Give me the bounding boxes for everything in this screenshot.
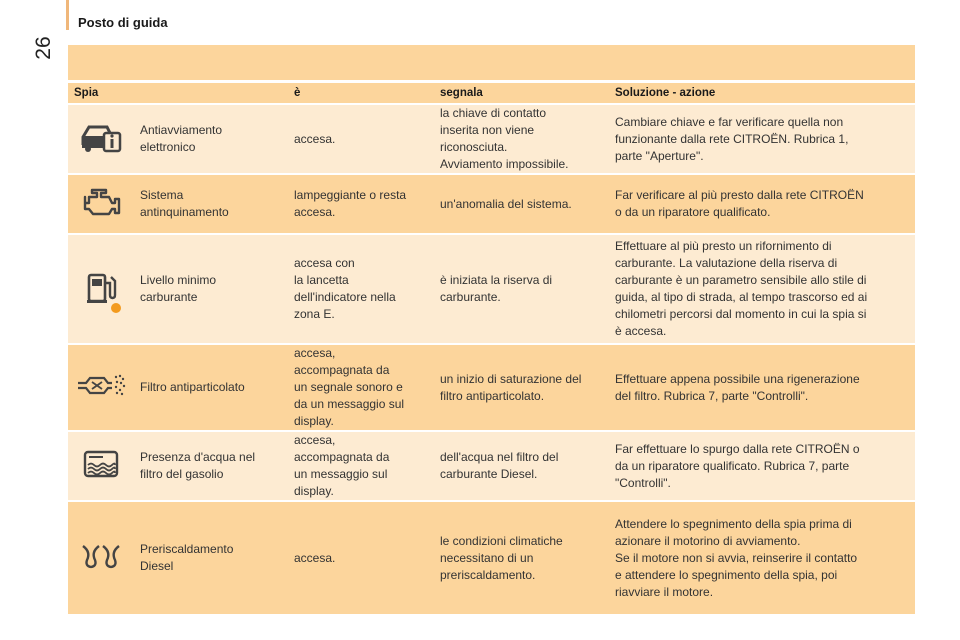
table-row: Preriscaldamento Diesel accesa. le condizioni climatiche necessitano di un preriscaldamento. Attendere lo spegnimento della spia prima di azionare il motorino di avviamento. Se il motore non si avvia, reinserire il contatto e attendere lo spegnimento della spia, poi riavviare il motore. [68, 502, 915, 614]
glow-plug-icon [79, 542, 123, 575]
header-solution: Soluzione - azione [609, 83, 915, 103]
immobilizer-key-icon [79, 119, 123, 160]
water-in-diesel-icon [81, 448, 121, 485]
warning-lights-table [68, 81, 915, 616]
table-row: Sistema antinquinamento lampeggiante o resta accesa. un'anomalia del sistema. Far verificare al più presto dalla rete CITROËN o da un riparatore qualificato. [68, 175, 915, 233]
fuel-reserve-dot [111, 303, 121, 313]
table-row: Presenza d'acqua nel filtro del gasolio accesa, accompagnata da un messaggio sul display. dell'acqua nel filtro del carburante Diesel. Far effettuare lo spurgo dalla rete CITROËN o da un riparatore qualificato. Rubrica 7, parte "Controlli". [68, 432, 915, 500]
table-row: Antiavviamento elettronico accesa. la chiave di contatto inserita non viene riconosciuta. Avviamento impossibile. Cambiare chiave e far verificare quella non funzionante dalla rete CITROËN. Rubrica 1, parte "Aperture". [68, 105, 915, 173]
table-row: Filtro antiparticolato accesa, accompagnata da un segnale sonoro e da un messaggio sul display. un inizio di saturazione del filtro antiparticolato. Effettuare appena possibile una rigenerazione del filtro. Rubrica 7, parte "Controlli". [68, 345, 915, 430]
section-title: Posto di guida [78, 15, 168, 30]
header-signals: segnala [434, 83, 609, 103]
header-name [134, 83, 288, 103]
page-number: 26 [32, 36, 55, 60]
header-state: è [288, 83, 434, 103]
margin-rule [66, 0, 69, 30]
header-spia: Spia [68, 83, 134, 103]
particle-filter-icon [76, 371, 126, 404]
table-row: Livello minimo carburante accesa con la lancetta dell'indicatore nella zona E. è iniziata la riserva di carburante. Effettuare al più presto un rifornimento di carburante. La valutazione della riserva di carburante è un parametro sensibile allo stile di guida, al tipo di strada, al tempo trascorso ed ai chilometri percorsi dal momento in cui la spia si è accesa. [68, 235, 915, 343]
table-banner [68, 45, 915, 80]
engine-icon [79, 187, 123, 222]
table-header-row [68, 83, 915, 103]
